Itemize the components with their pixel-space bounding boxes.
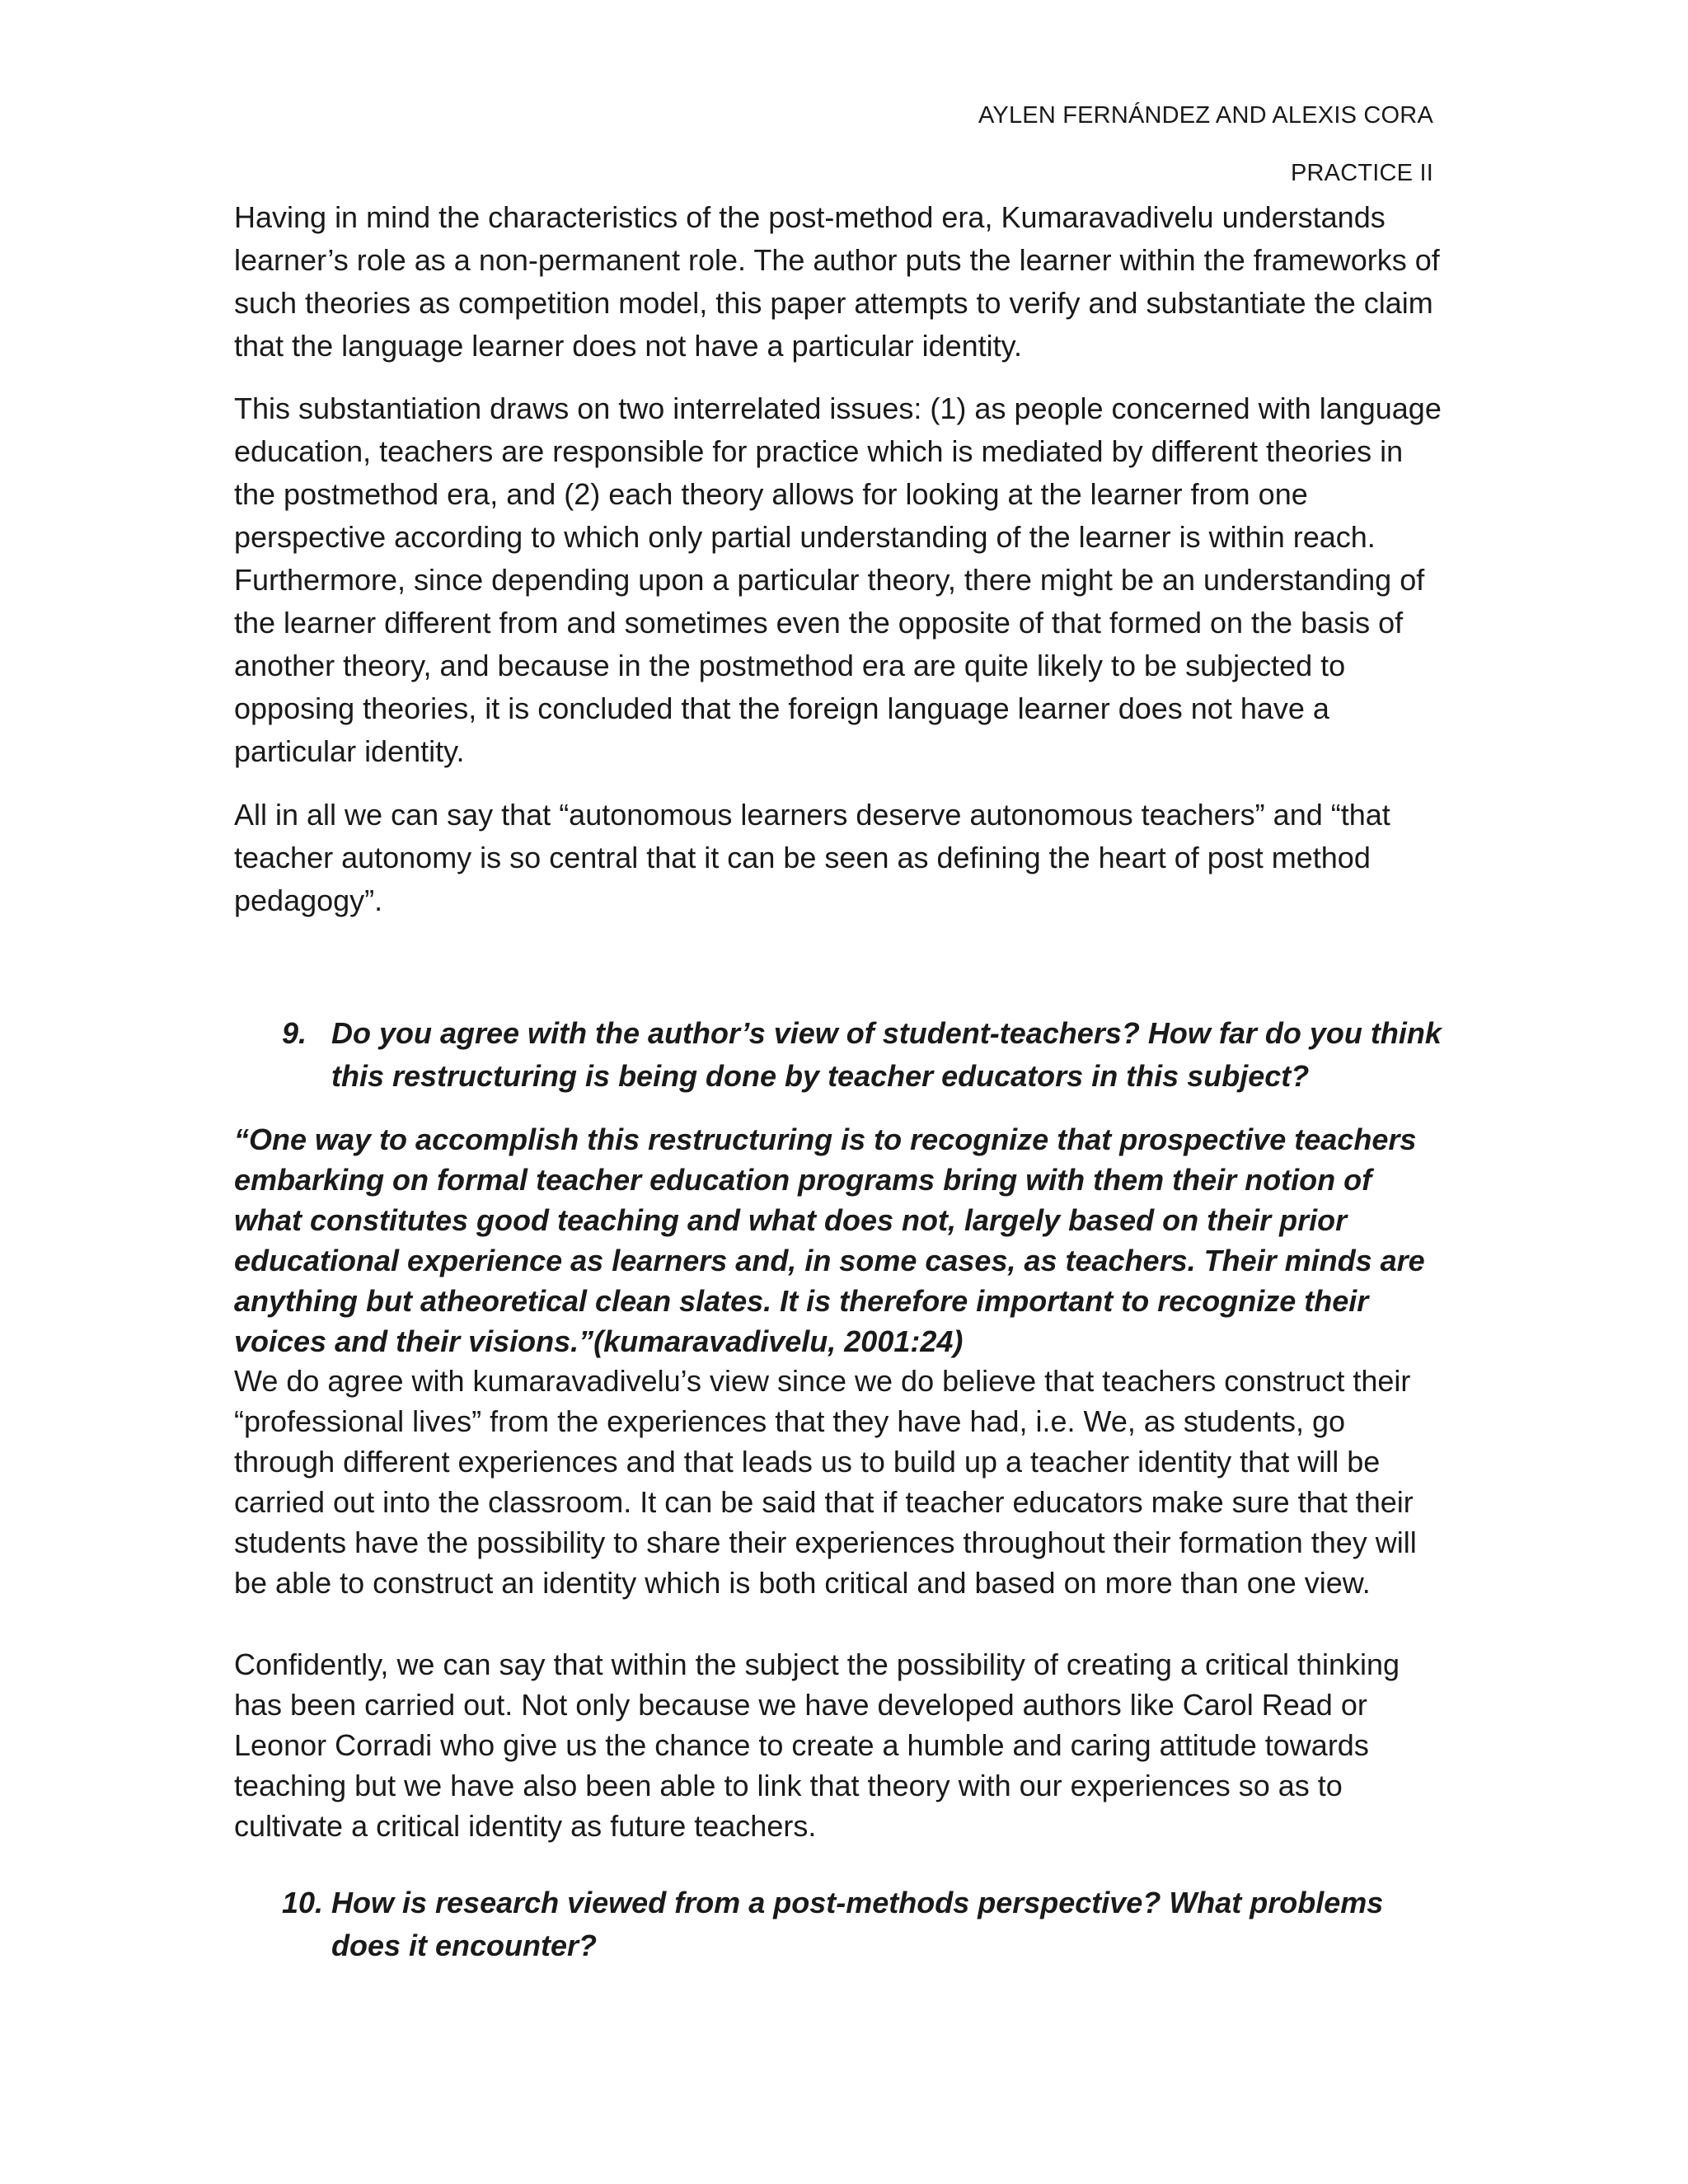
header-authors: AYLEN FERNÁNDEZ AND ALEXIS CORA: [978, 102, 1433, 129]
question-10-number: 10.: [282, 1886, 324, 1919]
paragraph-autonomy: All in all we can say that “autonomous learners deserve autonomous teachers” and “that teacher autonomy is so central that it can be seen as defining the heart of post method pedagogy”.: [234, 798, 1390, 917]
paragraph-answer-agree: We do agree with kumaravadivelu’s view since we do believe that teachers construct their “professional lives” from the experiences that they have had, i.e. We, as students, go through different experiences and that leads us to build up a teacher identity that will be carried out into the classroom. It can be said that if teacher educators make sure that their students have the possibility to share their experiences throughout their formation they will be able to construct an identity which is both critical and based on more than one view.: [234, 1364, 1417, 1600]
question-10-text: How is research viewed from a post-methods perspective? What problems does it encounter?: [331, 1886, 1384, 1962]
question-9-text: Do you agree with the author’s view of student-teachers? How far do you think this restructuring is being done by teacher educators in this subject?: [331, 1016, 1442, 1093]
question-9-number: 9.: [282, 1016, 307, 1050]
paragraph-answer-confidently: Confidently, we can say that within the subject the possibility of creating a critical thinking has been carried out. Not only because we have developed authors like Carol Read or Leonor Corradi who give us the chance to create a humble and caring attitude towards teaching but we have also been able to link that theory with our experiences so as to cultivate a critical identity as future teachers.: [234, 1647, 1400, 1843]
paragraph-learner-role: Having in mind the characteristics of the post-method era, Kumaravadivelu understands learner’s role as a non-permanent role. The author puts the learner within the frameworks of such theories as competition model, this paper attempts to verify and substantiate the claim that the language learner does not have a particular identity.: [234, 200, 1440, 363]
paragraph-substantiation: This substantiation draws on two interrelated issues: (1) as people concerned with language education, teachers are responsible for practice which is mediated by different theories in the postmethod era, and (2) each theory allows for looking at the learner from one perspective according to which only partial understanding of the learner is within reach. Furthermore, since depending upon a particular theory, there might be an understanding of the learner different from and sometimes even the opposite of that formed on the basis of another theory, and because in the postmethod era are quite likely to be subjected to opposing theories, it is concluded that the foreign language learner does not have a particular identity.: [234, 391, 1442, 768]
header-practice: PRACTICE II: [1291, 160, 1433, 186]
question-10: [282, 1882, 1452, 1967]
quote-kumaravadivelu: “One way to accomplish this restructuring is to recognize that prospective teachers embarking on formal teacher education programs bring with them their notion of what constitutes good teaching and what does not, largely based on their prior educational experience as learners and, in some cases, as teachers. Their minds are anything but atheoretical clean slates. It is therefore important to recognize their voices and their visions.”(kumaravadivelu, 2001:24): [234, 1122, 1425, 1358]
question-9: [282, 1012, 1452, 1098]
